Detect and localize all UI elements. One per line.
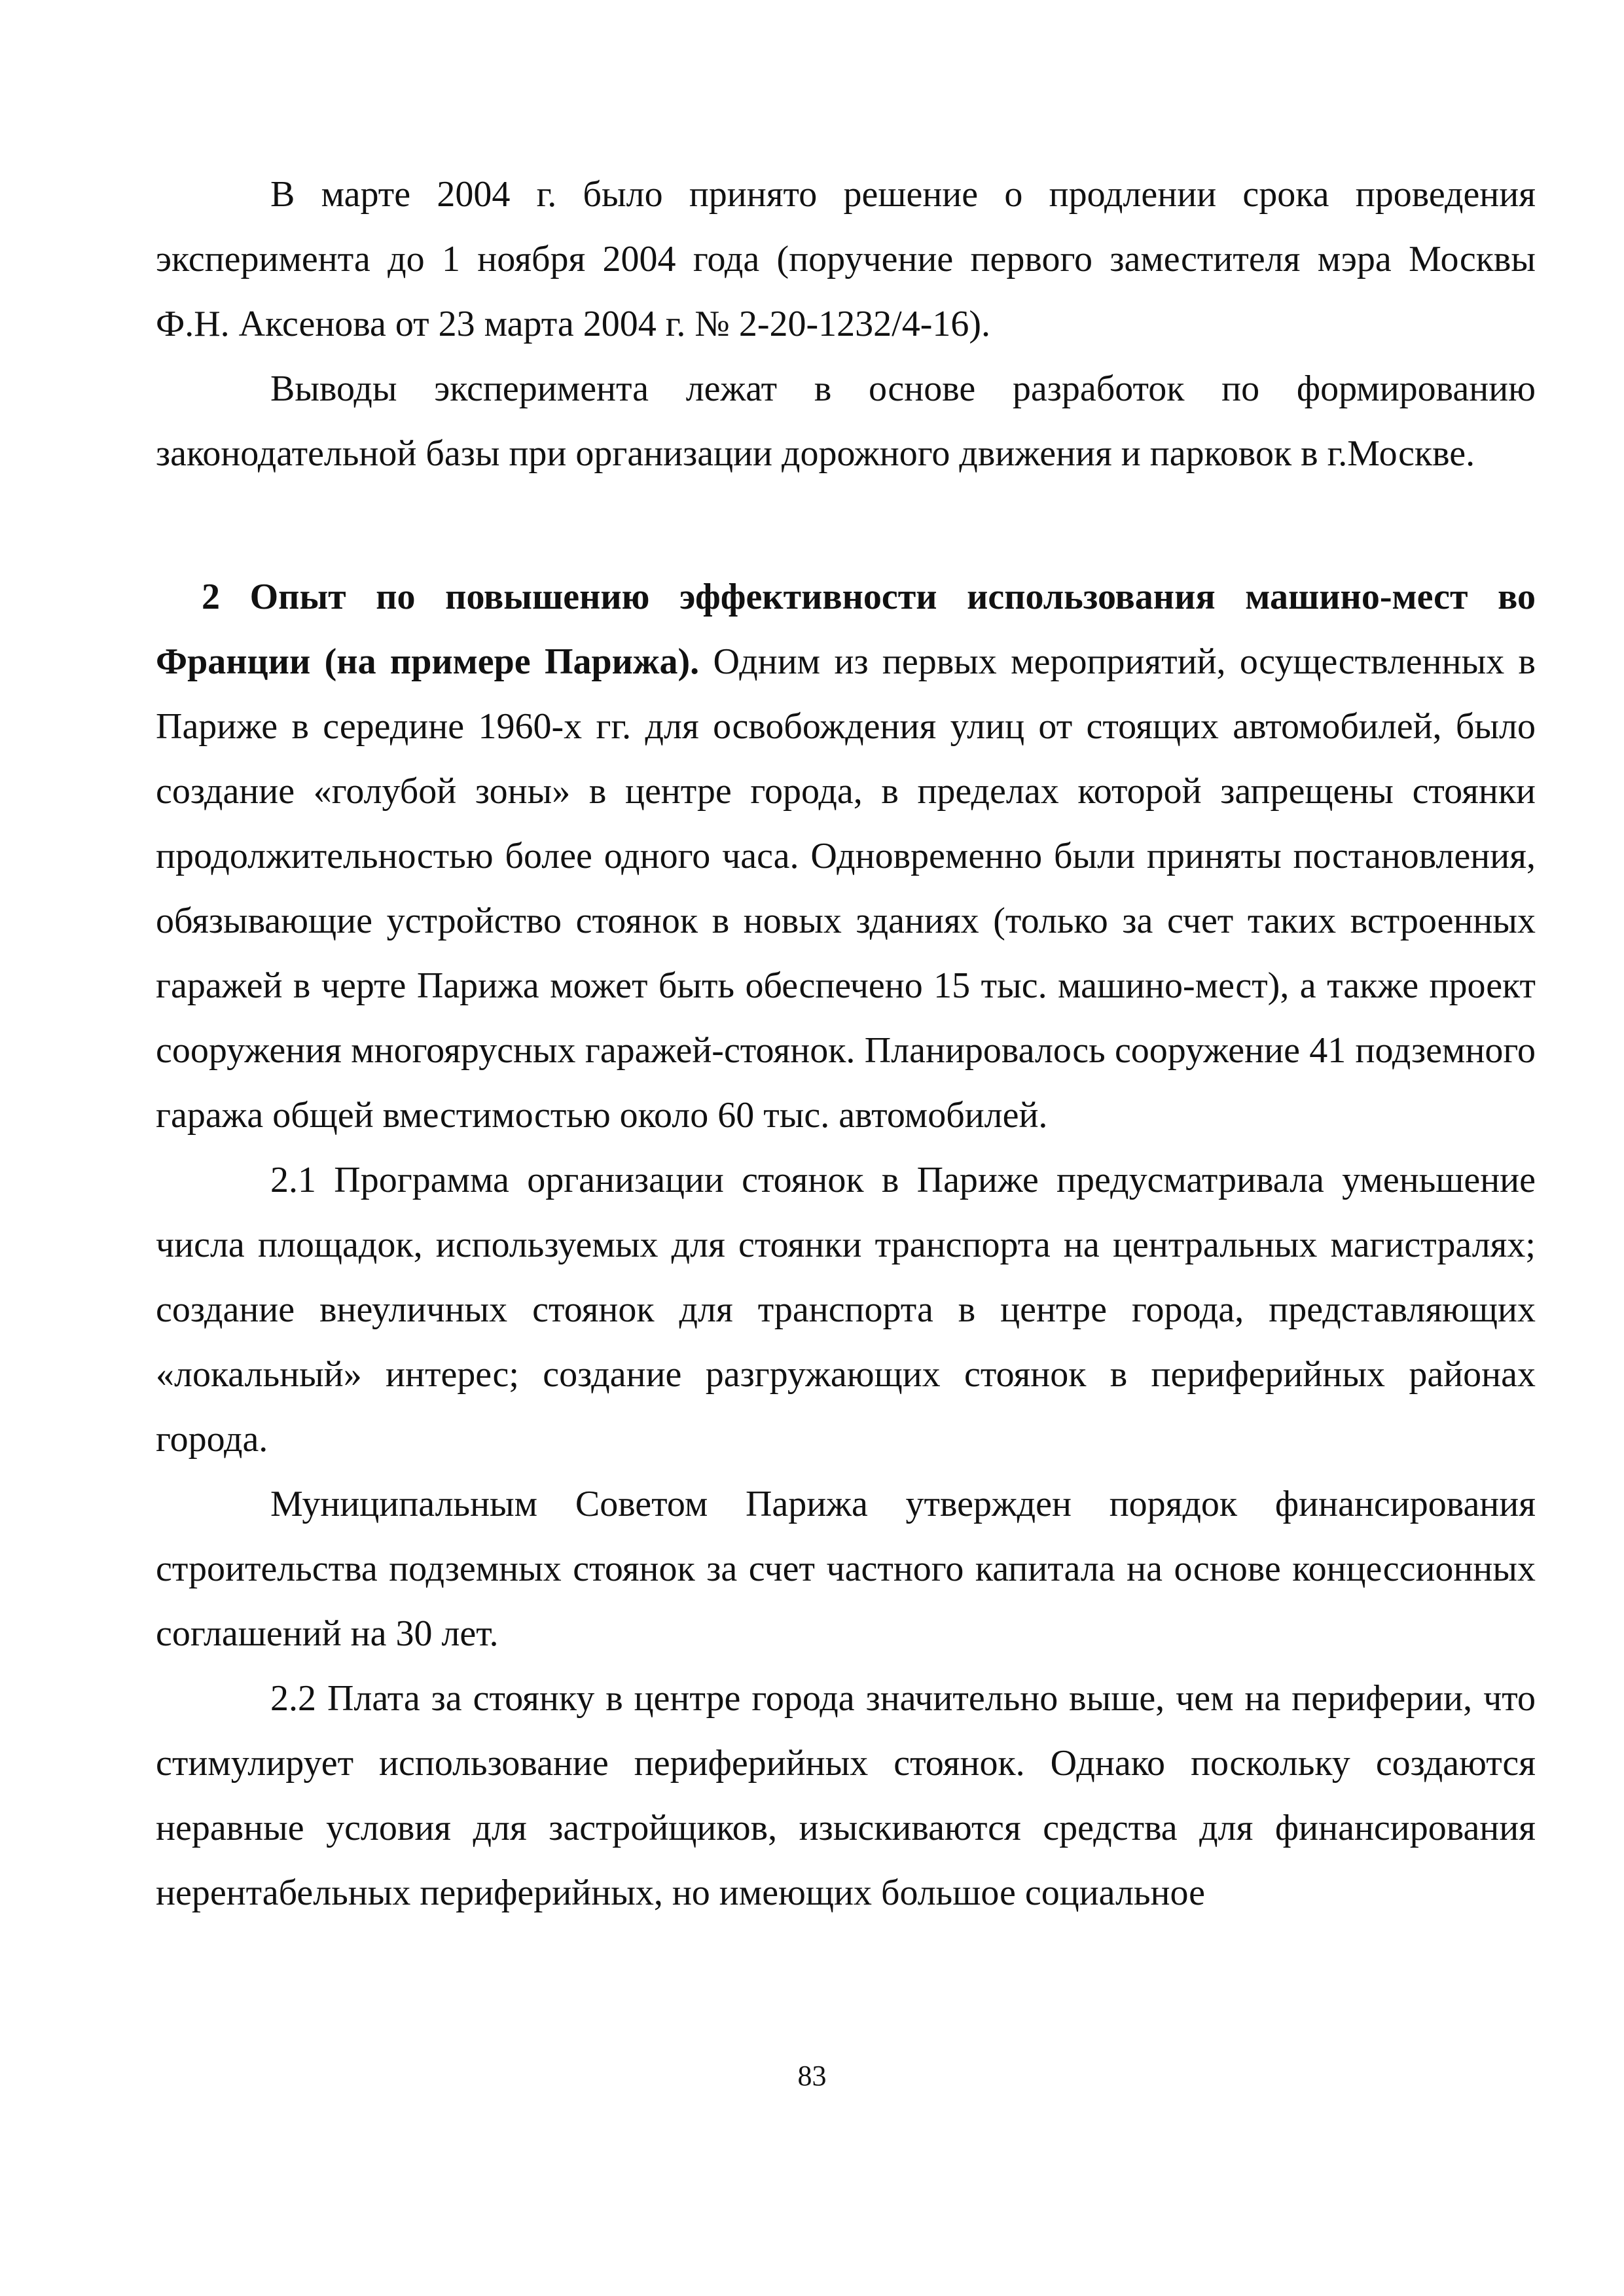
paragraph-experiment-conclusions: Выводы эксперимента лежат в основе разработок по формированию законодательной базы при организации дорожного движения и парковок в г.Москве.	[156, 368, 1536, 474]
paragraph-2-1-program: 2.1 Программа организации стоянок в Париже предусматривала уменьшение числа площадок, используемых для стоянки транспорта на центральных магистралях; создание внеуличных стоянок для транспорта в центре города, представляющих «локальный» интерес; создание разгружающих стоянок в периферийных районах города.	[156, 1160, 1536, 1460]
paragraph-experiment-extension: В марте 2004 г. было принято решение о продлении срока проведения эксперимента до 1 ноября 2004 года (поручение первого заместителя мэра Москвы Ф.Н. Аксенова от 23 марта 2004 г. № 2-20-1232/4-16).	[156, 174, 1536, 344]
page-number: 83	[797, 2060, 827, 2092]
section-2-text: Одним из первых мероприятий, осуществленных в Париже в середине 1960-х гг. для освобождения улиц от стоящих автомобилей, было создание «голубой зоны» в центре города, в пределах которой запрещены стоянки продолжительностью более одного часа. Одновременно были приняты постановления, обязывающие устройство стоянок в новых зданиях (только за счет таких встроенных гаражей в черте Парижа может быть обеспечено 15 тыс. машино-мест), а также проект сооружения многоярусных гаражей-стоянок. Планировалось сооружение 41 подземного гаража общей вместимостью около 60 тыс. автомобилей.	[156, 641, 1536, 1136]
section-2-heading: 2 Опыт по повышению эффективности использования машино-мест во Франции (на примере Парижа).	[156, 577, 1536, 682]
page-body	[156, 162, 1536, 1926]
paragraph-2-2-fees: 2.2 Плата за стоянку в центре города значительно выше, чем на периферии, что стимулирует использование периферийных стоянок. Однако поскольку создаются неравные условия для застройщиков, изыскиваются средства для финансирования нерентабельных периферийных, но имеющих большое социальное	[156, 1678, 1536, 1913]
section-2-paragraph	[156, 565, 1536, 1148]
paragraph-municipal-council: Муниципальным Советом Парижа утвержден порядок финансирования строительства подземных стоянок за счет частного капитала на основе концессионных соглашений на 30 лет.	[156, 1484, 1536, 1654]
